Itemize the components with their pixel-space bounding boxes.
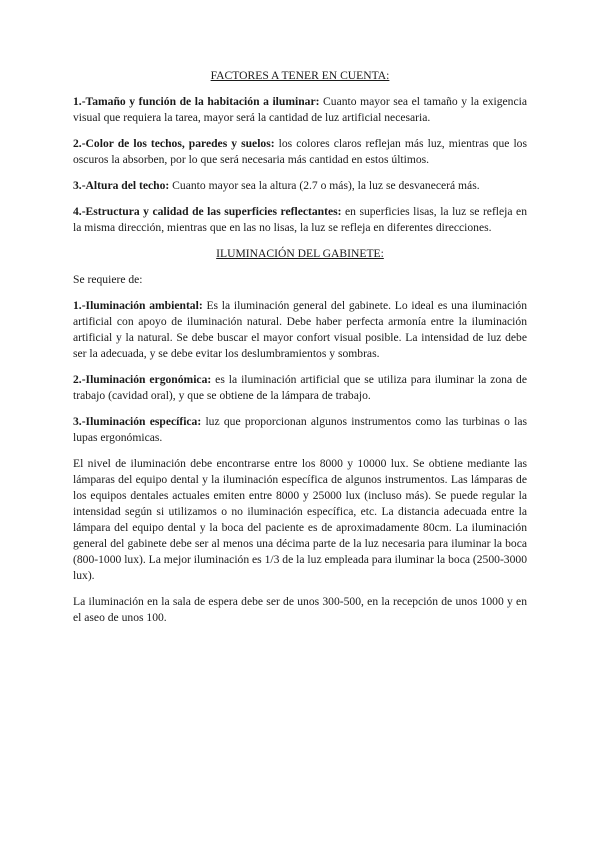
factor-item-2-text: los colores claros reflejan más luz, mientras que los oscuros la absorben, por lo que será necesaria más cantidad en estos últimos. (73, 137, 527, 166)
illumination-item-3-label: 3.-Iluminación específica: (73, 415, 202, 428)
illumination-item-1-text: Es la iluminación general del gabinete. Lo ideal es una iluminación artificial con apoyo de iluminación natural. Debe haber perfecta armonía entre la iluminación artificial y la natural. Se debe buscar el mayor confort visual posible. La intensidad de luz debe ser la adecuada, y se debe evitar los deslumbramientos y sombras. (73, 299, 527, 360)
factor-item-2 (73, 136, 527, 168)
waiting-room-paragraph: La iluminación en la sala de espera debe ser de unos 300-500, en la recepción de unos 1000 y en el aseo de unos 100. (73, 595, 527, 624)
section-heading-factores: FACTORES A TENER EN CUENTA: (210, 69, 390, 82)
factor-item-1-text: Cuanto mayor sea el tamaño y la exigencia visual que requiera la tarea, mayor será la cantidad de luz artificial necesaria. (73, 95, 527, 124)
factor-item-1-label: 1.-Tamaño y función de la habitación a iluminar: (73, 95, 320, 108)
factor-item-3-text: Cuanto mayor sea la altura (2.7 o más), la luz se desvanecerá más. (169, 179, 480, 192)
gabinete-intro: Se requiere de: (73, 273, 143, 286)
factor-item-1 (73, 94, 527, 126)
factor-item-3-label: 3.-Altura del techo: (73, 179, 170, 192)
factor-item-4-label: 4.-Estructura y calidad de las superficies reflectantes: (73, 205, 342, 218)
document-page (73, 68, 527, 636)
illumination-item-1 (73, 298, 527, 362)
section-heading-gabinete: ILUMINACIÓN DEL GABINETE: (216, 247, 384, 260)
illumination-item-1-label: 1.-Iluminación ambiental: (73, 299, 203, 312)
illumination-item-3-text: luz que proporcionan algunos instrumentos como las turbinas o las lupas ergonómicas. (73, 415, 527, 444)
illumination-item-2-label: 2.-Iluminación ergonómica: (73, 373, 212, 386)
illumination-item-2-text: es la iluminación artificial que se utiliza para iluminar la zona de trabajo (cavidad oral), y que se obtiene de la lámpara de trabajo. (73, 373, 528, 402)
lux-level-paragraph: El nivel de iluminación debe encontrarse entre los 8000 y 10000 lux. Se obtiene mediante las lámparas del equipo dental y la iluminación específica de algunos instrumentos. Las lámparas de los equipos dentales actuales emiten entre 8000 y 25000 lux (incluso más). Se puede regular la intensidad según si utilizamos o no iluminación específica, etc. La distancia adecuada entre la lámpara del equipo dental y la boca del paciente es de aproximadamente 80cm. La iluminación general del gabinete debe ser al menos una décima parte de la luz necesaria para iluminar la boca (800-1000 lux). La mejor iluminación es 1/3 de la luz empleada para iluminar la boca (2500-3000 lux). (73, 457, 527, 582)
illumination-item-2 (73, 372, 527, 404)
factor-item-2-label: 2.-Color de los techos, paredes y suelos: (73, 137, 275, 150)
factor-item-3 (73, 178, 527, 194)
factor-item-4-text: en superficies lisas, la luz se refleja en la misma dirección, mientras que en las no lisas, la luz se refleja en diferentes direcciones. (73, 205, 527, 234)
factor-item-4 (73, 204, 527, 236)
illumination-item-3 (73, 414, 527, 446)
